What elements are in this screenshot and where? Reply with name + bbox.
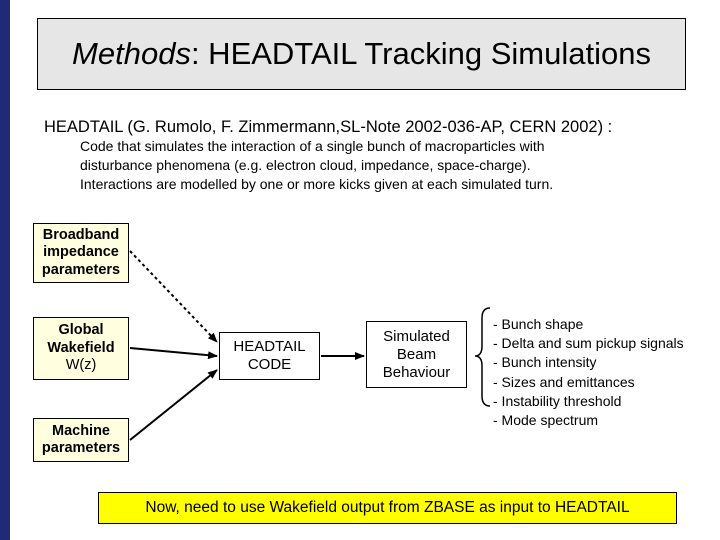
machine-label: parameters: [41, 440, 121, 456]
machine-label: Machine: [51, 422, 110, 439]
global-wakefield-box: [33, 317, 129, 380]
simulated-beam-box: [366, 321, 467, 388]
sim-label: Behaviour: [382, 363, 451, 381]
title-italic: Methods: [72, 36, 191, 71]
description-line: Code that simulates the interaction of a single bunch of macroparticles with: [80, 138, 545, 154]
code-label: CODE: [247, 356, 292, 373]
output-item: - Delta and sum pickup signals: [493, 335, 684, 352]
description-line: disturbance phenomena (e.g. electron cloud, impedance, space-charge).: [80, 157, 531, 173]
arrow-broadband-to-code: [130, 251, 217, 342]
zbase-note-banner: Now, need to use Wakefield output from ZBASE as input to HEADTAIL: [98, 492, 677, 524]
output-item: - Bunch intensity: [493, 354, 597, 371]
description-line: Interactions are modelled by one or more kicks given at each simulated turn.: [80, 176, 554, 192]
broadband-label: parameters: [41, 261, 121, 278]
machine-parameters-box: [33, 418, 129, 462]
broadband-label: impedance: [43, 244, 119, 261]
output-item: - Mode spectrum: [493, 412, 599, 429]
broadband-impedance-box: [33, 223, 129, 283]
outputs-list: [493, 315, 684, 430]
arrow-machine-to-code: [130, 370, 217, 440]
output-item: - Instability threshold: [493, 392, 622, 409]
outputs-brace: [475, 308, 490, 406]
headtail-reference: HEADTAIL (G. Rumolo, F. Zimmermann,SL-Note 2002-036-AP, CERN 2002) :: [44, 118, 613, 136]
headtail-code-box: [219, 332, 320, 380]
broadband-label: Broadband: [42, 226, 120, 243]
wakefield-label: Wakefield: [47, 339, 115, 356]
wakefield-function: W(z): [65, 357, 97, 374]
output-item: - Sizes and emittances: [493, 373, 635, 390]
code-label: HEADTAIL: [233, 338, 306, 355]
sim-label: Simulated: [383, 327, 450, 345]
wakefield-label: Global: [58, 322, 104, 339]
sim-label: Beam: [396, 345, 437, 363]
arrow-wakefield-to-code: [130, 348, 217, 356]
output-item: - Bunch shape: [493, 316, 584, 332]
title-rest: : HEADTAIL Tracking Simulations: [190, 36, 651, 71]
